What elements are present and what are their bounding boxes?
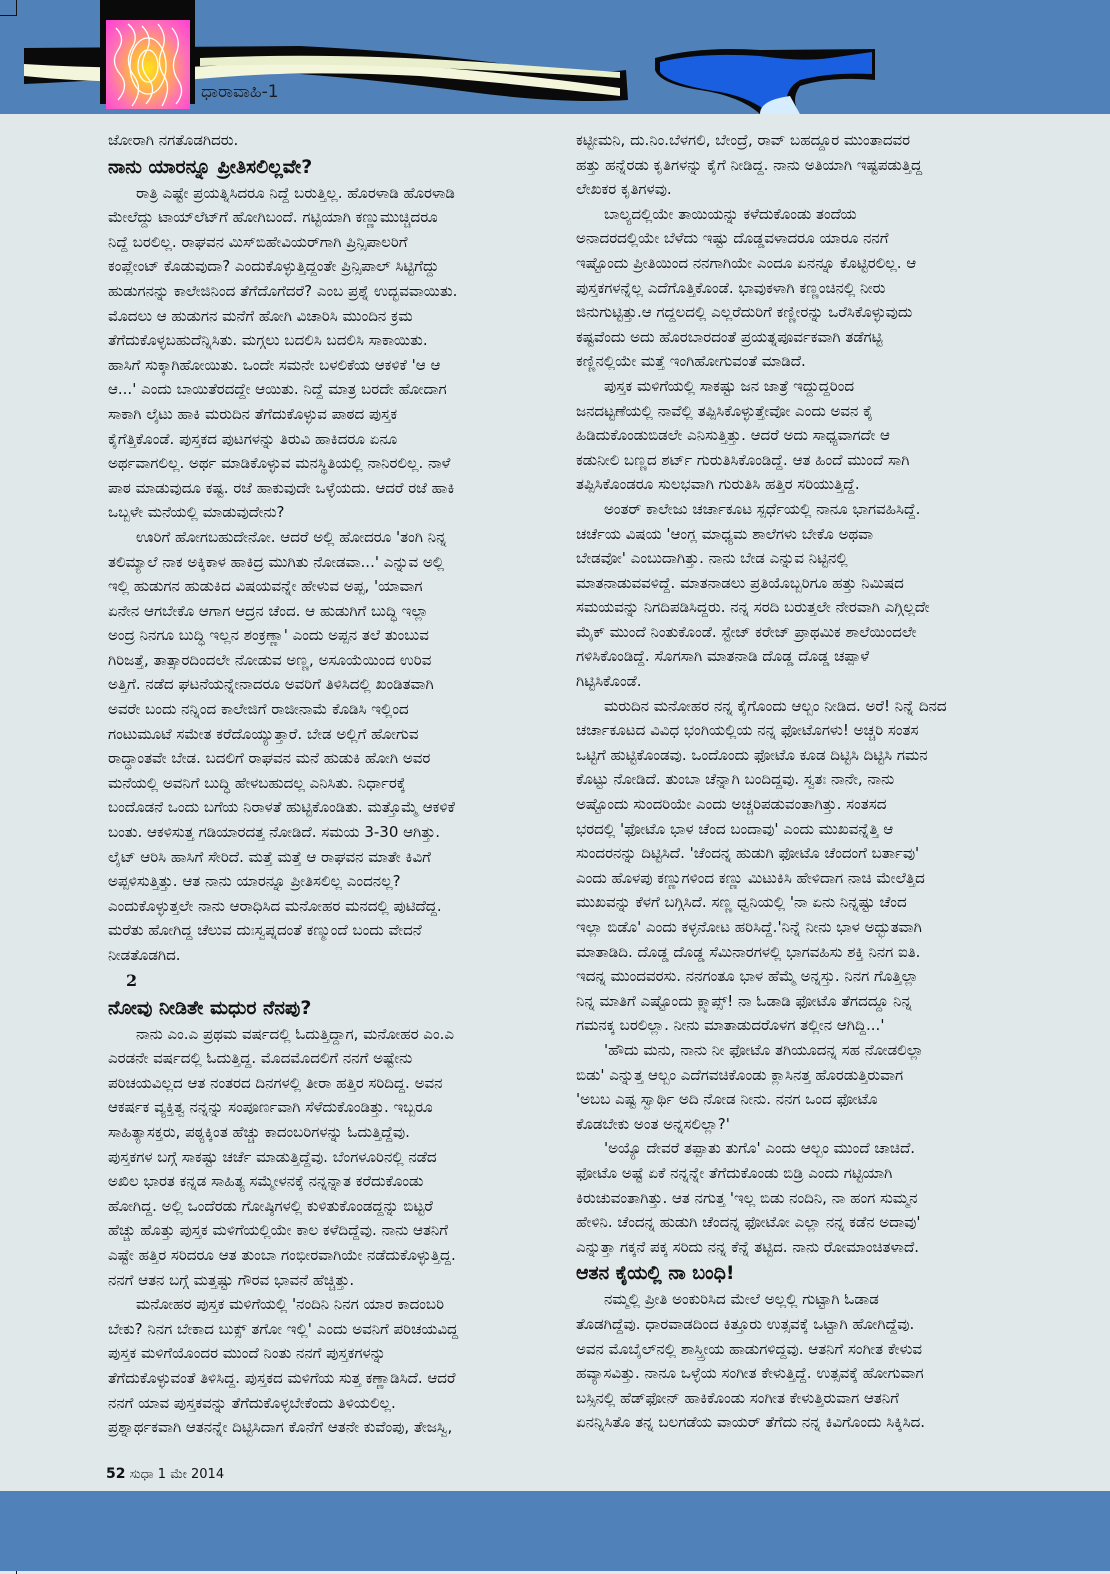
text-line: ಕೊಡಬೇಕು ಅಂತ ಅನ್ನಸಲಿಲ್ಲಾ?' <box>576 1114 730 1133</box>
text-line: ಹವ್ಯಾಸವಿತ್ತು. ನಾನೂ ಒಳ್ಳೆಯ ಸಂಗೀತ ಕೇಳುತ್ತಿದ್ದೆ. ಉತ್ಸವಕ್ಕೆ ಹೋಗುವಾಗ <box>576 1364 924 1383</box>
text-line: ಕೊಟ್ಟು ನೋಡಿದೆ. ತುಂಬಾ ಚೆನ್ನಾಗಿ ಬಂದಿದ್ದವು. ಸ್ವತಃ ನಾನೇ, ನಾನು <box>576 770 895 789</box>
text-line: ಆಕರ್ಷಕ ವ್ಯಕ್ತಿತ್ವ ನನ್ನನ್ನು ಸಂಪೂರ್ಣವಾಗಿ ಸೆಳೆದುಕೊಂಡಿತ್ತು. ಇಬ್ಬರೂ <box>108 1098 433 1117</box>
paragraph-start-line: ಬಾಲ್ಯದಲ್ಲಿಯೇ ತಾಯಿಯನ್ನು ಕಳೆದುಕೊಂಡು ತಂದೆಯ <box>604 204 857 223</box>
text-line: ಕೈಗೆತ್ತಿಕೊಂಡೆ. ಪುಸ್ತಕದ ಪುಟಗಳನ್ನು ತಿರುವಿ ಹಾಕಿದರೂ ಏನೂ <box>108 429 398 448</box>
sudha-swirl-logo-icon <box>106 20 190 109</box>
text-line: ಎಂದುಕೊಳ್ಳುತ್ತಲೇ ನಾನು ಆರಾಧಿಸಿದ ಮನೋಹರ ಮನದಲ್ಲಿ ಪುಟಿದೆದ್ದ. <box>108 896 442 915</box>
text-line: ಅಂದ್ರ ನಿನಗೂ ಬುದ್ಧಿ ಇಲ್ಲನ ಶಂಕ್ರಣ್ಣಾ' ಎಂದು ಅಪ್ಪನ ತಲೆ ತುಂಬುವ <box>108 626 429 645</box>
text-line: ನಿನ್ನ ಮಾತಿಗೆ ಎಷ್ಟೊಂದು ಕ್ಲ್ಯಾಪ್ಸ್! ನಾ ಓಡಾಡಿ ಫೋಟೊ ತೆಗದದ್ದೂ ನಿನ್ನ <box>576 991 912 1010</box>
text-line: ಮಾತನಾಡುವವಳಿದ್ದೆ. ಮಾತನಾಡಲು ಪ್ರತಿಯೊಬ್ಬರಿಗೂ ಹತ್ತು ನಿಮಿಷದ <box>576 573 904 592</box>
text-line: ಎಷ್ಟೇ ಹತ್ತಿರ ಸರಿದರೂ ಆತ ತುಂಬಾ ಗಂಭೀರವಾಗಿಯೇ ನಡೆದುಕೊಳ್ಳುತ್ತಿದ್ದ. <box>108 1245 456 1264</box>
text-line: ಒಬ್ಬಳೇ ಮನೆಯಲ್ಲಿ ಮಾಡುವುದೇನು? <box>108 503 285 522</box>
text-line: ನನಗೆ ಯಾವ ಪುಸ್ತಕವನ್ನು ತೆಗೆದುಕೊಳ್ಳಬೇಕೆಂದು ತಿಳಿಯಲಿಲ್ಲ. <box>108 1393 396 1412</box>
text-line: ಪರಿಚಯವಿಲ್ಲದ ಆತ ನಂತರದ ದಿನಗಳಲ್ಲಿ ತೀರಾ ಹತ್ತಿರ ಸರಿದಿದ್ದ. ಅವನ <box>108 1073 443 1092</box>
text-line: ಗಮನಕ್ಕ ಬರಲಿಲ್ಲಾ. ನೀನು ಮಾತಾಡುದರೊಳಗ ತಲ್ಲೀನ ಆಗಿದ್ದಿ...' <box>576 1016 885 1035</box>
text-line: ತೆಗೆದುಕೊಳ್ಳುವಂತೆ ತಿಳಿಸಿದ್ದ. ಪುಸ್ತಕದ ಮಳಿಗೆಯ ಸುತ್ತ ಕಣ್ಣಾಡಿಸಿದೆ. ಆದರೆ <box>108 1368 456 1387</box>
chapter-number: 2 <box>126 970 138 990</box>
issue-year: 2014 <box>191 1467 225 1482</box>
text-line: ಪಾಠ ಮಾಡುವುದೂ ಕಷ್ಟ. ರಜೆ ಹಾಕುವುದೇ ಒಳ್ಳೆಯದು. ಆದರೆ ರಜೆ ಹಾಕಿ <box>108 478 455 497</box>
text-line: ಅಖಿಲ ಭಾರತ ಕನ್ನಡ ಸಾಹಿತ್ಯ ಸಮ್ಮೇಳನಕ್ಕೆ ನನ್ನನ್ನಾತ ಕರೆದುಕೊಂಡು <box>108 1172 424 1191</box>
text-line: ಏನನ್ನಿಸಿತೊ ತನ್ನ ಬಲಗಡೆಯ ವಾಯರ್ ತೆಗೆದು ನನ್ನ ಕಿವಿಗೊಂದು ಸಿಕ್ಕಿಸಿದ. <box>576 1413 926 1432</box>
paragraph-start-line: 'ಹೌದು ಮನು, ನಾನು ನೀ ಫೋಟೊ ತಗಿಯೂದನ್ನ ಸಹ ನೋಡಲಿಲ್ಲಾ <box>604 1040 924 1059</box>
text-line: ಗಿರಿಜತ್ತೆ, ತಾತ್ಸಾರದಿಂದಲೇ ನೋಡುವ ಅಣ್ಣ, ಅಸೂಯೆಯಿಂದ ಉರಿವ <box>108 650 432 669</box>
text-line: ಮನೆಯಲ್ಲಿ ಅವನಿಗೆ ಬುದ್ಧಿ ಹೇಳಬಹುದಲ್ಲ ಎನಿಸಿತು. ನಿರ್ಧಾರಕ್ಕೆ <box>108 773 406 792</box>
subheading: ಆತನ ಕೈಯಲ್ಲಿ ನಾ ಬಂಧಿ! <box>576 1262 735 1285</box>
text-line: ಎನ್ನುತ್ತಾ ಗಕ್ಕನೆ ಪಕ್ಕ ಸರಿದು ನನ್ನ ಕೆನ್ನೆ ತಟ್ಟಿದ. ನಾನು ರೋಮಾಂಚಿತಳಾದೆ. <box>576 1237 920 1256</box>
text-line: ಅಪ್ಪಳಿಸುತ್ತಿತ್ತು. ಆತ ನಾನು ಯಾರನ್ನೂ ಪ್ರೀತಿಸಲಿಲ್ಲ ಎಂದನಲ್ಲ? <box>108 872 401 891</box>
text-line: ಹುಡುಗನನ್ನು ಕಾಲೇಜಿನಿಂದ ತೆಗೆದೊಗೆದರೆ? ಎಂಬ ಪ್ರಶ್ನೆ ಉದ್ಭವವಾಯಿತು. <box>108 281 458 300</box>
text-line: ಕಣ್ಣಿನಲ್ಲಿಯೇ ಮತ್ತೆ ಇಂಗಿಹೋಗುವಂತೆ ಮಾಡಿದೆ. <box>576 352 806 371</box>
text-line: ಅಷ್ಟೊಂದು ಸುಂದರಿಯೇ ಎಂದು ಅಚ್ಚರಿಪಡುವಂತಾಗಿತ್ತು. ಸಂತಸದ <box>576 795 887 814</box>
page-folio <box>106 1466 224 1482</box>
text-line: ಗಳಿಸಿಕೊಂಡಿದ್ದೆ. ಸೊಗಸಾಗಿ ಮಾತನಾಡಿ ದೊಡ್ಡ ದೊಡ್ಡ ಚಪ್ಪಾಳೆ <box>576 647 870 666</box>
text-line: ಹೆಚ್ಚು ಹೊತ್ತು ಪುಸ್ತಕ ಮಳಿಗೆಯಲ್ಲಿಯೇ ಕಾಲ ಕಳೆದಿದ್ದೆವು. ನಾನು ಆತನಿಗೆ <box>108 1221 448 1240</box>
text-line: ಭರದಲ್ಲಿ 'ಫೋಟೊ ಭಾಳ ಚೆಂದ ಬಂದಾವು' ಎಂದು ಮುಖವನ್ನೆತ್ತಿ ಆ <box>576 819 894 838</box>
text-line: 'ಅಬಬ ಎಷ್ಟ ಸ್ವಾರ್ಥಿ ಅದಿ ನೋಡ ನೀನು. ನನಗ ಒಂದ ಫೋಟೊ <box>576 1090 878 1109</box>
text-line: ಪುಸ್ತಕ ಮಳಿಗೆಯೊಂದರ ಮುಂದೆ ನಿಂತು ನನಗೆ ಪುಸ್ತಕಗಳನ್ನು <box>108 1344 386 1363</box>
paragraph-start-line: ಊರಿಗೆ ಹೋಗಬಹುದೇನೋ. ಆದರೆ ಅಲ್ಲಿ ಹೋದರೂ 'ತಂಗಿ ನಿನ್ನ <box>136 527 447 546</box>
text-line: ಕಂಪ್ಲೇಂಟ್ ಕೊಡುವುದಾ? ಎಂದುಕೊಳ್ಳುತ್ತಿದ್ದಂತೇ ಪ್ರಿನ್ಸಿಪಾಲ್ ಸಿಟ್ಟಿಗೆದ್ದು <box>108 257 439 276</box>
text-line: ಮುಖವನ್ನು ಕೆಳಗೆ ಬಗ್ಗಿಸಿದೆ. ಸಣ್ಣ ಧ್ವನಿಯಲ್ಲಿ 'ನಾ ಏನು ನಿನ್ನಷ್ಟು ಚೆಂದ <box>576 893 907 912</box>
text-line: ಗಿಟ್ಟಿಸಿಕೊಂಡೆ. <box>576 672 642 691</box>
text-line: ಮಾತಾಡಿದಿ. ದೊಡ್ಡ ದೊಡ್ಡ ಸೆಮಿನಾರಗಳಲ್ಲಿ ಭಾಗವಹಿಸು ಶಕ್ತಿ ನಿನಗ ಐತಿ. <box>576 942 921 961</box>
subheading: ನೋವು ನೀಡಿತೇ ಮಧುರ ನೆನಪು? <box>108 996 312 1019</box>
text-line: ಜನದಟ್ಟಣೆಯಲ್ಲಿ ನಾವೆಲ್ಲಿ ತಪ್ಪಿಸಿಕೊಳ್ಳುತ್ತೇವೋ ಎಂದು ಅವನ ಕೈ <box>576 401 874 420</box>
text-line: ಸಮಯವನ್ನು ನಿಗದಿಪಡಿಸಿದ್ದರು. ನನ್ನ ಸರದಿ ಬರುತ್ತಲೇ ನೇರವಾಗಿ ಎಗ್ಗಿಲ್ಲದೇ <box>576 598 930 617</box>
text-line: ನನಗೆ ಆತನ ಬಗ್ಗೆ ಮತ್ತಷ್ಟು ಗೌರವ ಭಾವನೆ ಹೆಚ್ಚಿತ್ತು. <box>108 1270 355 1289</box>
text-line: ಕಟ್ಟೀಮನಿ, ದು.ನಿಂ.ಬೆಳಗಲಿ, ಬೇಂದ್ರೆ, ರಾವ್ ಬಹದ್ದೂರ ಮುಂತಾದವರ <box>576 131 911 149</box>
section-label: ಧಾರಾವಾಹಿ-1 <box>201 82 279 102</box>
text-line: ಪುಸ್ತಕಗಳ ಬಗ್ಗೆ ಸಾಕಷ್ಟು ಚರ್ಚೆ ಮಾಡುತ್ತಿದ್ದೆವು. ಬೆಂಗಳೂರಿನಲ್ಲಿ ನಡೆದ <box>108 1147 437 1166</box>
text-line: ಸುಂದರನನ್ನು ದಿಟ್ಟಿಸಿದೆ. 'ಚೆಂದನ್ನ ಹುಡುಗಿ ಫೋಟೊ ಚೆಂದಂಗೆ ಬರ್ತಾವು' <box>576 844 920 863</box>
text-line: ಹಿಡಿದುಕೊಂಡುಬಿಡಲೇ ಎನಿಸುತ್ತಿತ್ತು. ಆದರೆ ಅದು ಸಾಧ್ಯವಾಗದೇ ಆ <box>576 426 890 445</box>
paragraph-start-line: ರಾತ್ರಿ ಎಷ್ಟೇ ಪ್ರಯತ್ನಿಸಿದರೂ ನಿದ್ದೆ ಬರುತ್ತಿಲ್ಲ. ಹೊರಳಾಡಿ ಹೊರಳಾಡಿ <box>136 183 455 202</box>
paragraph-start-line: 'ಅಯ್ಯೊ ದೇವರೆ ತಪ್ಪಾತು ತುಗೊ' ಎಂದು ಆಲ್ಬಂ ಮುಂದೆ ಚಾಚಿದೆ. <box>604 1139 916 1158</box>
text-line: ಕಡುನೀಲಿ ಬಣ್ಣದ ಶರ್ಟ್ ಗುರುತಿಸಿಕೊಂಡಿದ್ದೆ. ಆತ ಹಿಂದೆ ಮುಂದೆ ಸಾಗಿ <box>576 450 910 469</box>
text-line: ಅತ್ತಿಗೆ. ನಡೆದ ಘಟನೆಯನ್ನೇನಾದರೂ ಅವರಿಗೆ ತಿಳಿಸಿದಲ್ಲಿ ಖಂಡಿತವಾಗಿ <box>108 675 434 694</box>
text-line: ಪುಸ್ತಕಗಳನ್ನೆಲ್ಲ ಎದೆಗೊತ್ತಿಕೊಂಡೆ. ಭಾವುಕಳಾಗಿ ಕಣ್ಣಂಚಿನಲ್ಲಿ ನೀರು <box>576 278 886 297</box>
text-line: ಕಿರುಚುವಂತಾಗಿತ್ತು. ಆತ ನಗುತ್ತ 'ಇಲ್ಲ ಬಿಡು ನಂದಿನಿ, ನಾ ಹಂಗ ಸುಮ್ಮನ <box>576 1188 918 1207</box>
subheading: ನಾನು ಯಾರನ್ನೂ ಪ್ರೀತಿಸಲಿಲ್ಲವೇ? <box>108 155 313 178</box>
text-line: ಅವನ ಮೊಬೈಲ್‌ನಲ್ಲಿ ಶಾಸ್ತ್ರೀಯ ಹಾಡುಗಳಿದ್ದವು. ಆತನಿಗೆ ಸಂಗೀತ ಕೇಳುವ <box>576 1339 923 1358</box>
paragraph-start-line: ಮರುದಿನ ಮನೋಹರ ನನ್ನ ಕೈಗೊಂದು ಆಲ್ಬಂ ನೀಡಿದ. ಅರೆ! ನಿನ್ನೆ ದಿನದ <box>604 696 947 715</box>
text-line: ಎಂದು ಹೊಳಪು ಕಣ್ಣುಗಳಿಂದ ಕಣ್ಣು ಮಿಟುಕಿಸಿ ಹೇಳಿದಾಗ ನಾಚಿ ಮೇಲೆತ್ತಿದ <box>576 868 925 887</box>
text-line: ಹತ್ತು ಹನ್ನೆರಡು ಕೃತಿಗಳನ್ನು ಕೈಗೆ ನೀಡಿದ್ದ. ನಾನು ಅತಿಯಾಗಿ ಇಷ್ಟಪಡುತ್ತಿದ್ದ <box>576 155 923 174</box>
article-column-left <box>108 128 556 1440</box>
paragraph-start-line: ನಮ್ಮಲ್ಲಿ ಪ್ರೀತಿ ಅಂಕುರಿಸಿದ ಮೇಲೆ ಅಲ್ಲಲ್ಲಿ ಗುಟ್ಟಾಗಿ ಓಡಾಡ <box>604 1290 879 1309</box>
text-line: ಬಿಡು' ಎನ್ನುತ್ತ ಆಲ್ಬಂ ಎದೆಗವಚಿಕೊಂಡು ಕ್ಲಾಸಿನತ್ತ ಹೊರಡುತ್ತಿರುವಾಗ <box>576 1065 904 1084</box>
text-line: ಬಂತು. ಆಕಳಿಸುತ್ತ ಗಡಿಯಾರದತ್ತ ನೋಡಿದೆ. ಸಮಯ 3-30 ಆಗಿತ್ತು. <box>108 823 441 842</box>
crop-mark-top-left <box>0 0 17 16</box>
text-line: ಅವರೇ ಬಂದು ನನ್ನಿಂದ ಕಾಲೇಜಿಗೆ ರಾಜೀನಾಮೆ ಕೊಡಿಸಿ ಇಲ್ಲಿಂದ <box>108 700 409 719</box>
text-line: ಮೇಲೆದ್ದು ಟಾಯ್‌ಲೆಟ್‌ಗೆ ಹೋಗಿಬಂದೆ. ಗಟ್ಟಿಯಾಗಿ ಕಣ್ಣುಮುಚ್ಚಿದರೂ <box>108 208 438 227</box>
paragraph-start-line: ಅಂತರ್ ಕಾಲೇಜು ಚರ್ಚಾಕೂಟ ಸ್ಪರ್ಧೆಯಲ್ಲಿ ನಾನೂ ಭಾಗವಹಿಸಿದ್ದೆ. <box>604 499 921 518</box>
text-line: ಫೋಟೊ ಅಷ್ಟೆ ಏಕೆ ನನ್ನನ್ನೇ ತೆಗೆದುಕೊಂಡು ಬಿಡ್ರಿ ಎಂದು ಗಟ್ಟಿಯಾಗಿ <box>576 1163 893 1182</box>
issue-month: ಮೇ <box>170 1467 187 1482</box>
text-line: ಏನೇನ ಆಗಬೇಕೊ ಆಗಾಗ ಆದ್ರನ ಚೆಂದ. ಆ ಹುಡುಗಿಗೆ ಬುದ್ಧಿ ಇಲ್ಲಾ <box>108 601 429 620</box>
text-line: ತಪ್ಪಿಸಿಕೊಂಡರೂ ಸುಲಭವಾಗಿ ಗುರುತಿಸಿ ಹತ್ತಿರ ಸರಿಯುತ್ತಿದ್ದೆ. <box>576 475 860 494</box>
text-line: ಸಾಕಾಗಿ ಲೈಟು ಹಾಕಿ ಮರುದಿನ ತೆಗೆದುಕೊಳ್ಳುವ ಪಾಠದ ಪುಸ್ತಕ <box>108 404 398 423</box>
text-line: ಜೋರಾಗಿ ನಗತೊಡಗಿದರು. <box>108 131 239 149</box>
text-line: ಪ್ರಶ್ನಾರ್ಥಕವಾಗಿ ಆತನನ್ನೇ ದಿಟ್ಟಿಸಿದಾಗ ಕೊನೆಗೆ ಆತನೇ ಕುವೆಂಪು, ತೇಜಸ್ವಿ, <box>108 1418 453 1437</box>
text-line: ಚರ್ಚೆಯ ವಿಷಯ 'ಆಂಗ್ಲ ಮಾಧ್ಯಮ ಶಾಲೆಗಳು ಬೇಕೊ ಅಥವಾ <box>576 524 874 543</box>
footer-band <box>0 1491 1110 1571</box>
text-line: ಮೈಕ್ ಮುಂದೆ ನಿಂತುಕೊಂಡೆ. ಸ್ಟೇಜ್ ಕರೇಜ್ ಪ್ರಾಥಮಿಕ ಶಾಲೆಯಿಂದಲೇ <box>576 622 917 641</box>
paragraph-start-line: ಪುಸ್ತಕ ಮಳಿಗೆಯಲ್ಲಿ ಸಾಕಷ್ಟು ಜನ ಜಾತ್ರೆ ಇದ್ದುದ್ದರಿಂದ <box>604 376 855 395</box>
text-line: ಹೇಳಿನಿ. ಚೆಂದನ್ನ ಹುಡುಗಿ ಚೆಂದನ್ನ ಫೋಟೋ ಎಲ್ಲಾ ನನ್ನ ಕಡೆನ ಅದಾವು' <box>576 1213 921 1232</box>
text-line: ತೊಡಗಿದ್ದೆವು. ಧಾರವಾಡದಿಂದ ಕಿತ್ತೂರು ಉತ್ಸವಕ್ಕೆ ಒಟ್ಟಾಗಿ ಹೋಗಿದ್ದೆವು. <box>576 1314 915 1333</box>
text-line: ಹೋಗಿದ್ದ. ಅಲ್ಲಿ ಒಂದೆರಡು ಗೋಷ್ಠಿಗಳಲ್ಲಿ ಕುಳಿತುಕೊಂಡದ್ದನ್ನು ಬಿಟ್ಟರೆ <box>108 1196 433 1215</box>
text-line: ಬಸ್ಸಿನಲ್ಲಿ ಹೆಡ್‌ಫೋನ್ ಹಾಕಿಕೊಂಡು ಸಂಗೀತ ಕೇಳುತ್ತಿರುವಾಗ ಆತನಿಗೆ <box>576 1388 899 1407</box>
text-line: ಬೇಕು? ನಿನಗ ಬೇಕಾದ ಬುಕ್ಸ್ ತಗೋ ಇಲ್ಲಿ' ಎಂದು ಅವನಿಗೆ ಪರಿಚಯವಿದ್ದ <box>108 1319 459 1338</box>
text-line: ಚರ್ಚಾಕೂಟದ ವಿವಿಧ ಭಂಗಿಯಲ್ಲಿಯ ನನ್ನ ಫೋಟೊಗಳು! ಅಚ್ಚರಿ ಸಂತಸ <box>576 721 919 740</box>
text-line: ನೀಡತೊಡಗಿದ. <box>108 946 181 964</box>
text-line: ತೆಗೆದುಕೊಳ್ಳಬಹುದೆನ್ನಿಸಿತು. ಮಗ್ಗಲು ಬದಲಿಸಿ ಬದಲಿಸಿ ಸಾಕಾಯಿತು. <box>108 331 428 350</box>
text-line: ಗಂಟುಮೂಟೆ ಸಮೇತ ಕರೆದೊಯ್ಯುತ್ತಾರೆ. ಬೇಡ ಅಲ್ಲಿಗೆ ಹೋಗುವ <box>108 724 419 743</box>
text-line: ಸಾಹಿತ್ಯಾಸಕ್ತರು, ಪಠ್ಯಕ್ಕಿಂತ ಹೆಚ್ಚು ಕಾದಂಬರಿಗಳನ್ನು ಓದುತ್ತಿದ್ದೆವು. <box>108 1122 410 1141</box>
text-line: ಆ...' ಎಂದು ಬಾಯಿತೆರದದ್ದೇ ಆಯಿತು. ನಿದ್ದೆ ಮಾತ್ರ ಬರದೇ ಹೋದಾಗ <box>108 380 447 399</box>
text-line: ಬೇಡವೋ' ಎಂಬುದಾಗಿತ್ತು. ನಾನು ಬೇಡ ಎನ್ನುವ ನಿಟ್ಟಿನಲ್ಲಿ <box>576 549 848 568</box>
text-line: ಲೈಟ್ ಆರಿಸಿ ಹಾಸಿಗೆ ಸೇರಿದೆ. ಮತ್ತೆ ಮತ್ತೆ ಆ ರಾಘವನ ಮಾತೇ ಕಿವಿಗೆ <box>108 847 431 866</box>
text-line: ರಾದ್ಧಾಂತವೇ ಬೇಡ. ಬದಲಿಗೆ ರಾಘವನ ಮನೆ ಹುಡುಕಿ ಹೋಗಿ ಅವರ <box>108 749 431 768</box>
text-line: ಇದನ್ನ ಮುಂದವರಸು. ನನಗಂತೂ ಭಾಳ ಹೆಮ್ಮೆ ಅನ್ನಸ್ತು. ನಿನಗ ಗೊತ್ತಿಲ್ಲಾ <box>576 967 919 986</box>
text-line: ಬಂದೊಡನೆ ಒಂದು ಬಗೆಯ ನಿರಾಳತೆ ಹುಟ್ಟಿಕೊಂಡಿತು. ಮತ್ತೊಮ್ಮೆ ಆಕಳಿಕೆ <box>108 798 455 817</box>
page-number: 52 <box>106 1466 126 1482</box>
text-line: ಇಷ್ಟೊಂದು ಪ್ರೀತಿಯಿಂದ ನನಗಾಗಿಯೇ ಎಂದೂ ಏನನ್ನೂ ಕೊಟ್ಟಿರಲಿಲ್ಲ. ಆ <box>576 253 917 272</box>
text-line: ಮರೆತು ಹೋಗಿದ್ದ ಚೆಲುವ ದುಃಸ್ವಪ್ನದಂತೆ ಕಣ್ಮುಂದೆ ಬಂದು ವೇದನೆ <box>108 921 422 940</box>
text-line: ಎರಡನೇ ವರ್ಷದಲ್ಲಿ ಓದುತ್ತಿದ್ದ. ಮೊದಮೊದಲಿಗೆ ನನಗೆ ಅಷ್ಟೇನು <box>108 1049 413 1068</box>
article-column-right <box>576 128 1024 1435</box>
text-line: ಲೇಖಕರ ಕೃತಿಗಳವು. <box>576 180 672 199</box>
text-line: ಅರ್ಥವಾಗಲಿಲ್ಲ. ಅರ್ಥ ಮಾಡಿಕೊಳ್ಳುವ ಮನಸ್ಥಿತಿಯಲ್ಲಿ ನಾನಿರಲಿಲ್ಲ. ನಾಳೆ <box>108 454 451 473</box>
text-line: ಮೊದಲು ಆ ಹುಡುಗನ ಮನೆಗೆ ಹೋಗಿ ವಿಚಾರಿಸಿ ಮುಂದಿನ ಕ್ರಮ <box>108 306 413 325</box>
text-line: ಕಷ್ಟವೆಂದು ಅದು ಹೊರಬಾರದಂತೆ ಪ್ರಯತ್ನಪೂರ್ವಕವಾಗಿ ತಡೆಗಟ್ಟಿ <box>576 327 883 346</box>
magazine-name: ಸುಧಾ <box>129 1467 154 1482</box>
text-line: ಅನಾದರದಲ್ಲಿಯೇ ಬೆಳೆದು ಇಷ್ಟು ದೊಡ್ಡವಳಾದರೂ ಯಾರೂ ನನಗೆ <box>576 229 889 248</box>
text-line: ಇಲ್ಲಿ ಹುಡುಗನ ಹುಡುಕಿದ ವಿಷಯವನ್ನೇ ಹೇಳುವ ಅಪ್ಪ, 'ಯಾವಾಗ <box>108 577 423 596</box>
issue-day: 1 <box>157 1467 167 1482</box>
paragraph-start-line: ನಾನು ಎಂ.ಎ ಪ್ರಥಮ ವರ್ಷದಲ್ಲಿ ಓದುತ್ತಿದ್ದಾಗ, ಮನೋಹರ ಎಂ.ಎ <box>136 1024 454 1043</box>
text-line: ನಿದ್ದೆ ಬರಲಿಲ್ಲ. ರಾಘವನ ಮಿಸ್‌ಬಿಹೇವಿಯರ್‌ಗಾಗಿ ಪ್ರಿನ್ಸಿಪಾಲರಿಗೆ <box>108 232 408 251</box>
text-line: ಜಿನುಗುಟ್ಟಿತ್ತು.ಆ ಗದ್ದಲದಲ್ಲಿ ಎಲ್ಲರೆದುರಿಗೆ ಕಣ್ಣೀರನ್ನು ಒರೆಸಿಕೊಳ್ಳುವುದು <box>576 303 913 322</box>
text-line: ಒಟ್ಟಿಗೆ ಹುಟ್ಟಿಕೊಂಡವು. ಒಂದೊಂದು ಫೋಟೊ ಕೂಡ ದಿಟ್ಟಿಸಿ ದಿಟ್ಟಿಸಿ ಗಮನ <box>576 745 928 764</box>
text-line: ಹಾಸಿಗೆ ಸುಕ್ಕಾಗಿಹೋಯಿತು. ಒಂದೇ ಸಮನೇ ಬಳಲಿಕೆಯ ಆಕಳಿಕೆ 'ಆ ಆ <box>108 355 441 374</box>
text-line: ತಲಿಮ್ಯಾಲೆ ನಾಕ ಅಕ್ಕಿಕಾಳ ಹಾಕಿದ್ರ ಮುಗಿತು ನೋಡವಾ...' ಎನ್ನುವ ಅಲ್ಲಿ <box>108 552 445 571</box>
paragraph-start-line: ಮನೋಹರ ಪುಸ್ತಕ ಮಳಿಗೆಯಲ್ಲಿ 'ನಂದಿನಿ ನಿನಗ ಯಾರ ಕಾದಂಬರಿ <box>136 1295 444 1314</box>
text-line: ಇಲ್ಲಾ ಬಿಡೊ' ಎಂದು ಕಳ್ಳನೋಟ ಹರಿಸಿದ್ದೆ.'ನಿನ್ನೆ ನೀನು ಭಾಳ ಅದ್ಭುತವಾಗಿ <box>576 918 922 936</box>
